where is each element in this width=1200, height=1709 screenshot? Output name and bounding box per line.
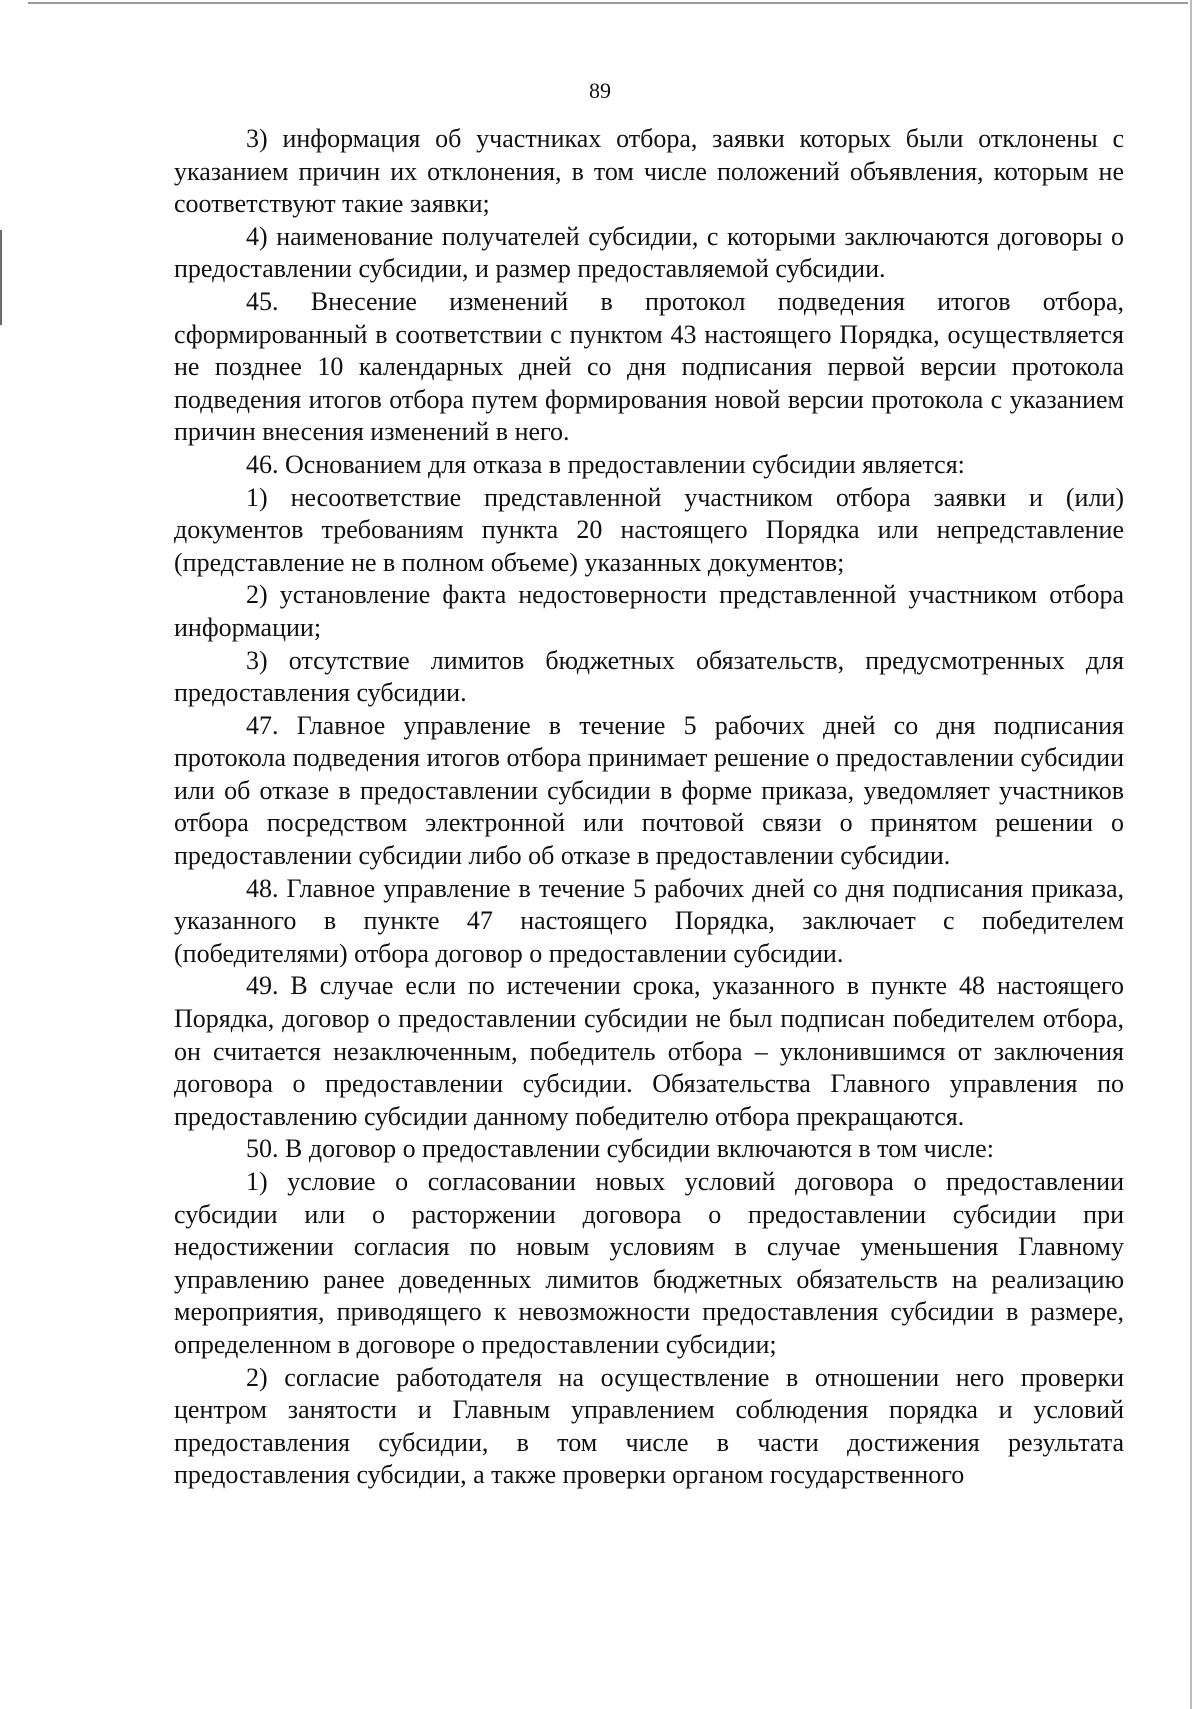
paragraph-clause-46: 46. Основанием для отказа в предоставлении субсидии является: bbox=[246, 449, 965, 479]
paragraph-clause-47: 47. Главное управление в течение 5 рабочих дней со дня подписания протокола подведения итогов отбора принимает решение о предоставлении субсидии или об отказе в предоставлении субсидии в форме приказа, уведомляет участников отбора посредством электронной или почтовой связи о принятом решении о предоставлении субсидии либо об отказе в предоставлении субсидии. bbox=[174, 710, 1124, 871]
paragraph-clause-46-item-1: 1) несоответствие представленной участником отбора заявки и (или) документов требованиям пункта 20 настоящего Порядка или непредставление (представление не в полном объеме) указанных документов; bbox=[174, 482, 1124, 577]
paragraph-clause-50-item-1: 1) условие о согласовании новых условий договора о предоставлении субсидии или о расторжении договора о предоставлении субсидии при недостижении согласия по новым условиям в случае уменьшения Главному управлению ранее доведенных лимитов бюджетных обязательств на реализацию мероприятия, приводящего к невозможности предоставления субсидии в размере, определенном в договоре о предоставлении субсидии; bbox=[174, 1167, 1124, 1359]
paragraph-clause-46-item-2: 2) установление факта недостоверности представленной участником отбора информации; bbox=[174, 580, 1124, 642]
scan-edge-left-mark bbox=[0, 230, 2, 325]
paragraph-item-4: 4) наименование получателей субсидии, с которыми заключаются договоры о предоставлении субсидии, и размер предоставляемой субсидии. bbox=[174, 221, 1124, 284]
paragraph-clause-49: 49. В случае если по истечении срока, указанного в пункте 48 настоящего Порядка, договор о предоставлении субсидии не был подписан победителем отбора, он считается незаключенным, победитель отбора – уклонившимся от заключения договора о предоставлении субсидии. Обязательства Главного управления по предоставлению субсидии данному победителю отбора прекращаются. bbox=[174, 971, 1124, 1131]
paragraph-clause-46-item-3: 3) отсутствие лимитов бюджетных обязательств, предусмотренных для предоставления субсидии. bbox=[174, 645, 1124, 708]
page-number: 89 bbox=[589, 78, 611, 103]
document-body bbox=[174, 123, 1124, 1492]
paragraph-clause-48: 48. Главное управление в течение 5 рабочих дней со дня подписания приказа, указанного в пункте 47 настоящего Порядка, заключает с победителем (победителями) отбора договор о предоставлении субсидии. bbox=[174, 873, 1124, 968]
paragraph-item-3: 3) информация об участниках отбора, заявки которых были отклонены с указанием причин их отклонения, в том числе положений объявления, которым не соответствуют такие заявки; bbox=[174, 124, 1124, 219]
paragraph-clause-50-item-2: 2) согласие работодателя на осуществление в отношении него проверки центром занятости и Главным управлением соблюдения порядка и условий предоставления субсидии, в том числе в части достижения результата предоставления субсидии, а также проверки органом государственного bbox=[174, 1362, 1124, 1490]
scan-edge-right bbox=[1190, 0, 1192, 1709]
paragraph-clause-45: 45. Внесение изменений в протокол подведения итогов отбора, сформированный в соответствии с пунктом 43 настоящего Порядка, осуществляется не позднее 10 календарных дней со дня подписания первой версии протокола подведения итогов отбора путем формирования новой версии протокола с указанием причин внесения изменений в него. bbox=[174, 286, 1124, 447]
paragraph-clause-50: 50. В договор о предоставлении субсидии включаются в том числе: bbox=[246, 1134, 994, 1164]
scan-edge-top bbox=[28, 2, 1188, 4]
